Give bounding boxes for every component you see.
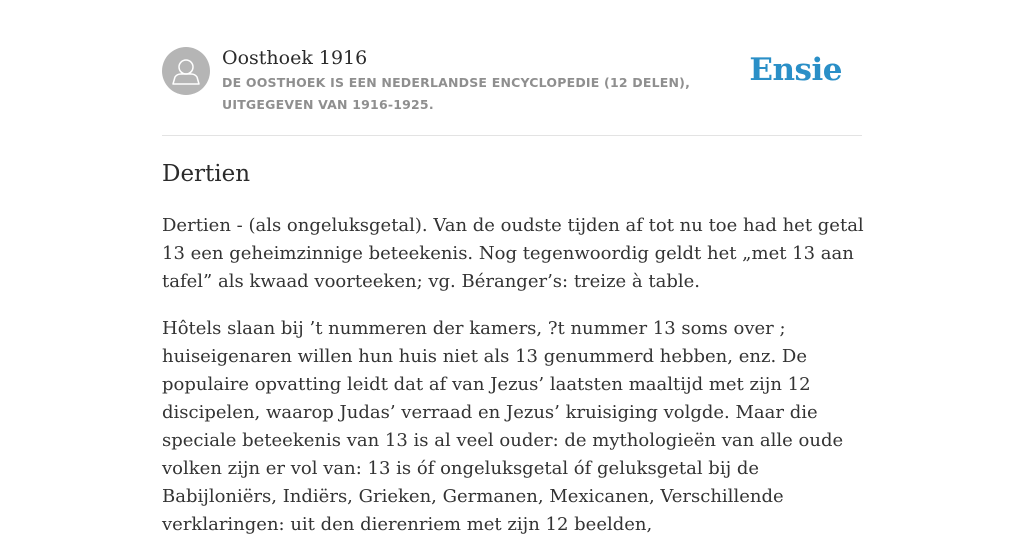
source-title[interactable]: Oosthoek 1916 bbox=[222, 47, 368, 69]
article-paragraph: Dertien - (als ongeluksgetal). Van de oudste tijden af tot nu toe had het getal 13 een geheimzinnige beteekenis. Nog tegenwoordig geldt het „met 13 aan tafel” als kwaad voorteeken; vg. Béranger’s: treize à table. bbox=[162, 215, 864, 292]
header-divider bbox=[162, 135, 862, 136]
source-description: DE OOSTHOEK IS EEN NEDERLANDSE ENCYCLOPEDIE (12 DELEN), UITGEGEVEN VAN 1916-1925. bbox=[222, 75, 691, 112]
article-title: Dertien bbox=[162, 161, 251, 187]
article-body bbox=[162, 212, 864, 558]
ensie-logo[interactable]: Ensie bbox=[749, 52, 842, 88]
article-paragraph: Hôtels slaan bij ’t nummeren der kamers, ?t nummer 13 soms over ; huiseigenaren willen hun huis niet als 13 genummerd hebben, enz. De populaire opvatting leidt dat af van Jezus’ laatsten maaltijd met zijn 12 discipelen, waarop Judas’ verraad en Jezus’ kruisiging volgde. Maar die speciale beteekenis van 13 is al veel ouder: de mythologieën van alle oude volken zijn er vol van: 13 is óf ongeluksgetal óf geluksgetal bij de Babijloniërs, Indiërs, Grieken, Germanen, Mexicanen, Verschillende verklaringen: uit den dierenriem met zijn 12 beelden, bbox=[162, 318, 844, 535]
source-avatar[interactable] bbox=[162, 47, 210, 95]
source-header bbox=[162, 46, 862, 136]
user-icon bbox=[162, 47, 210, 95]
